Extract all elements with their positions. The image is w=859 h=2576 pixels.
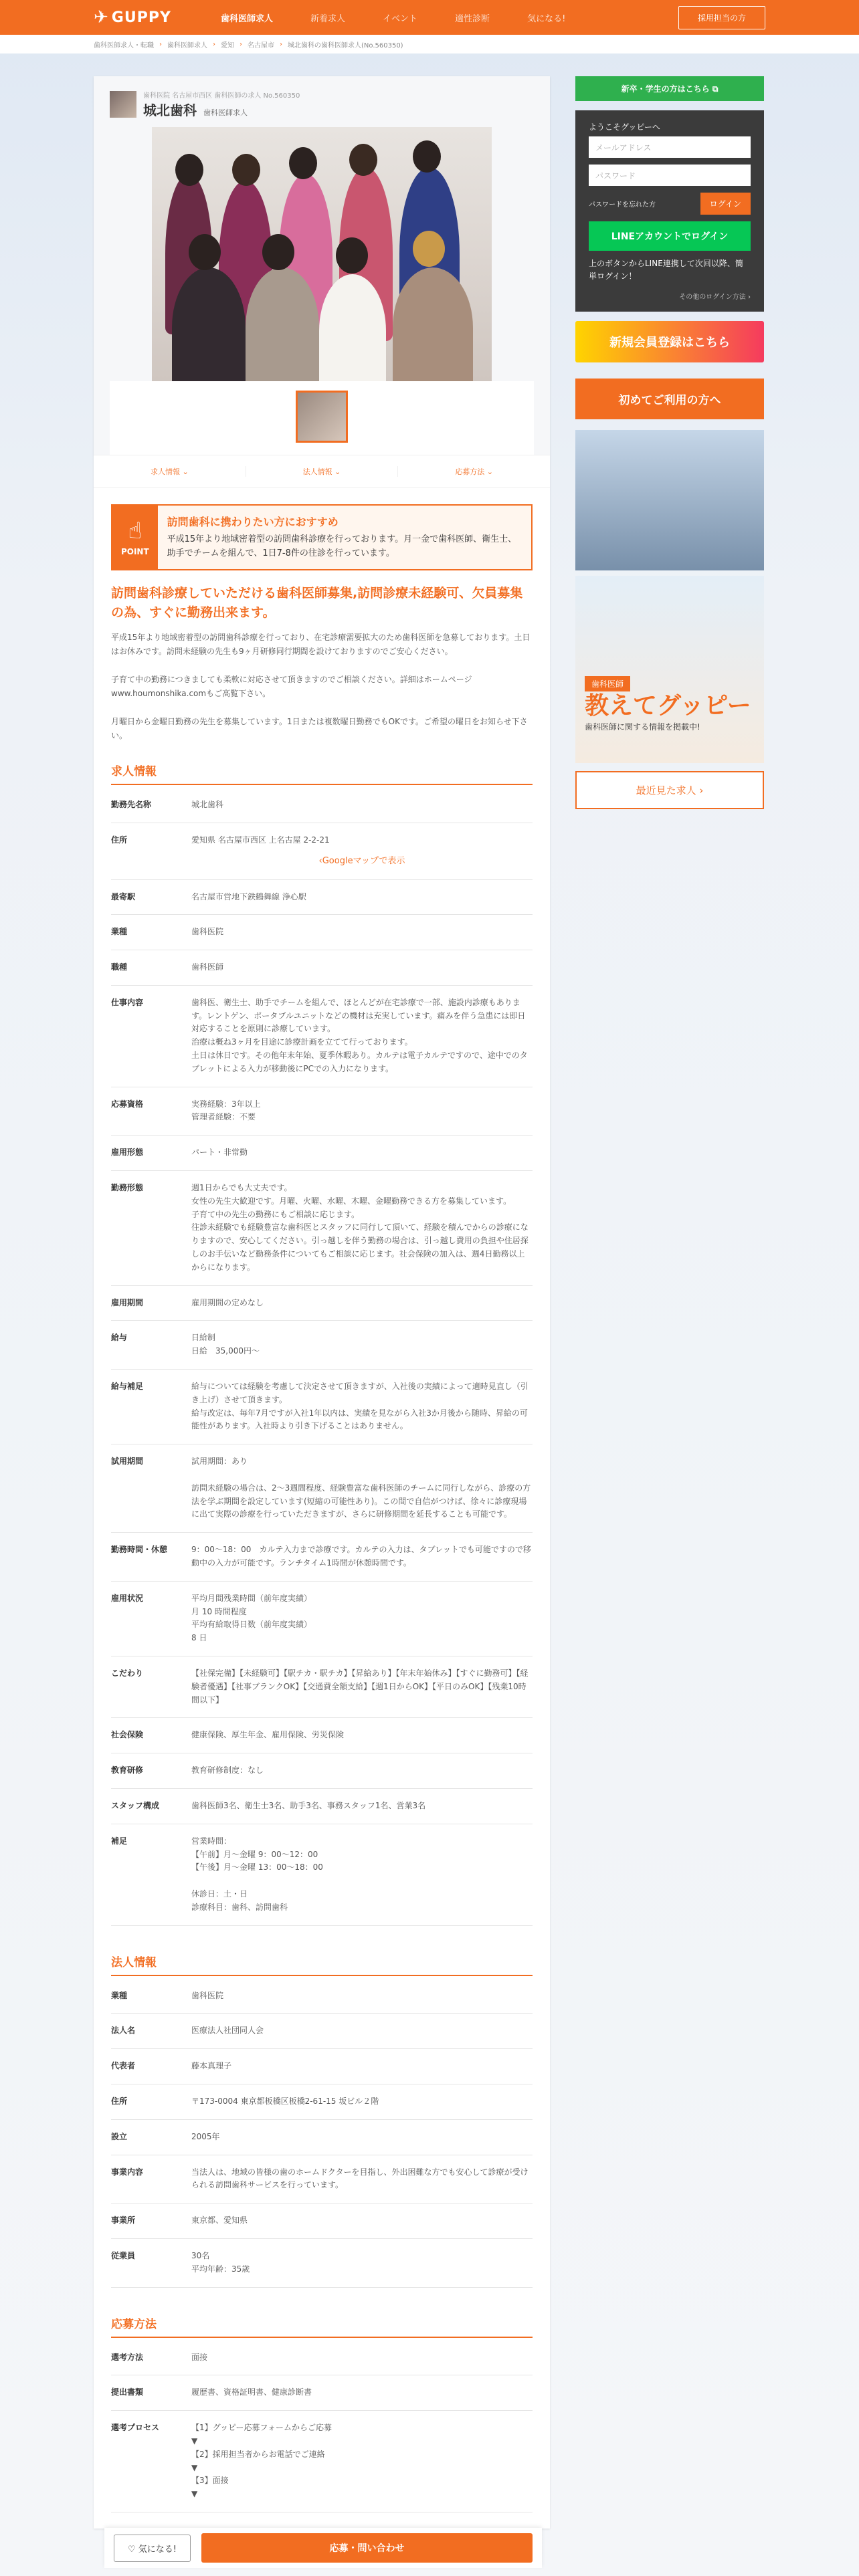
table-row	[111, 1581, 533, 1656]
table-row	[111, 1171, 533, 1286]
section-title-job: 求人情報	[111, 762, 533, 785]
recent-jobs-label: 最近見た求人	[636, 784, 696, 797]
row-label: 従業員	[111, 2250, 136, 2260]
row-value-cell	[191, 2238, 533, 2287]
section-tabs	[94, 455, 550, 488]
row-label: 勤務先名称	[111, 800, 152, 810]
nav-events[interactable]: イベント	[383, 13, 418, 24]
first-time-button[interactable]: 初めてご利用の方へ	[575, 379, 764, 419]
tab-apply[interactable]: 応募方法 ⌄	[455, 467, 494, 476]
row-label: 業種	[111, 1990, 128, 2000]
job-headline: 訪問歯科診療していただける歯科医師募集,訪問診療未経験可、欠員募集の為、すぐに勤務出来ます。	[111, 585, 523, 621]
student-button[interactable]	[575, 76, 764, 101]
row-label: 応募資格	[111, 1099, 144, 1109]
row-value-cell	[191, 1370, 533, 1444]
corp-info-table	[111, 1979, 533, 2288]
breadcrumb-item[interactable]: 歯科医師求人・転職	[94, 41, 154, 49]
row-value: 歯科医、衛生士、助手でチームを組んで、ほとんどが在宅診療で一部、施設内診療もあります。レントゲン、ポータブルユニットなどの機材は充実しています。痛みを伴う急患には即日対応することを原則に診療しています。 治療は概ね3ヶ月を目途に診療計画を立てて行っております。 土日は休日です。その他年末年始、夏季休暇あり。カルテは電子カルテですので、途中でのタブレットによる入力が移動後にPCでの入力になります。	[191, 997, 528, 1073]
job-info-table	[111, 788, 533, 1925]
row-label: 勤務形態	[111, 1183, 144, 1193]
table-row	[111, 1321, 533, 1370]
row-value-cell	[191, 2084, 533, 2119]
email-input[interactable]: メールアドレス	[589, 136, 751, 158]
table-row	[111, 1718, 533, 1753]
clinic-header-card	[94, 76, 550, 455]
row-value: 歯科医院	[191, 1990, 224, 2000]
table-row	[111, 2238, 533, 2287]
row-value-cell	[191, 2049, 533, 2084]
heart-icon: ♡	[128, 2544, 136, 2555]
row-value-cell	[191, 1824, 533, 1925]
table-row	[111, 1087, 533, 1136]
table-row	[111, 1285, 533, 1321]
row-value-cell	[191, 1979, 533, 2014]
row-label: 業種	[111, 927, 128, 937]
bird-icon: ✈	[94, 7, 109, 27]
table-row	[111, 2119, 533, 2155]
table-row	[111, 879, 533, 915]
nav-new-jobs[interactable]: 新着求人	[310, 13, 346, 24]
tab-job-info[interactable]: 求人情報 ⌄	[94, 466, 246, 477]
row-value-cell	[191, 879, 533, 915]
row-value-cell	[191, 1087, 533, 1136]
row-value: 面接	[191, 2352, 208, 2362]
row-label: 住所	[111, 835, 128, 845]
favorite-button[interactable]	[114, 2535, 191, 2562]
breadcrumb-item[interactable]: 名古屋市	[248, 41, 274, 49]
row-label: 設立	[111, 2131, 128, 2141]
row-value-cell	[191, 2411, 533, 2512]
row-value: 日給制 日給 35,000円〜	[191, 1333, 260, 1356]
row-value-cell	[191, 1136, 533, 1171]
job-detail	[94, 76, 550, 2529]
row-value: 当法人は、地域の皆様の歯のホームドクターを目指し、外出困難な方でも安心して診療が受けられる訪問歯科サービスを行っています。	[191, 2167, 529, 2190]
row-value: 2005年	[191, 2131, 220, 2141]
row-value-cell	[191, 1285, 533, 1321]
recruiter-button[interactable]: 採用担当の方	[678, 6, 765, 29]
tab-corp-info[interactable]: 法人情報 ⌄	[246, 466, 399, 477]
clinic-name	[143, 100, 300, 119]
table-row	[111, 1753, 533, 1789]
logo-text: GUPPY	[111, 9, 171, 26]
row-value-cell	[191, 915, 533, 950]
row-value: 教育研修制度：なし	[191, 1765, 264, 1776]
row-value-cell	[191, 1718, 533, 1753]
row-label: 勤務時間・休憩	[111, 1545, 168, 1555]
photo-thumbnail-selected[interactable]	[296, 391, 348, 443]
other-login-label: その他のログイン方法	[679, 294, 746, 302]
row-label: 事業所	[111, 2216, 136, 2226]
row-value-cell	[191, 2119, 533, 2155]
point-box	[111, 504, 533, 570]
point-badge	[112, 506, 158, 569]
breadcrumb-item[interactable]: 愛知	[221, 41, 234, 49]
banner-subtitle: 歯科医師に関する情報を掲載中!	[585, 722, 700, 732]
table-row	[111, 1788, 533, 1824]
row-value-cell	[191, 823, 533, 879]
login-button[interactable]: ログイン	[700, 193, 751, 215]
guppy-logo[interactable]	[94, 7, 221, 27]
row-value-cell	[191, 2204, 533, 2239]
row-label: 代表者	[111, 2061, 136, 2071]
row-label: 職種	[111, 962, 128, 972]
row-value: 名古屋市営地下鉄鶴舞線 浄心駅	[191, 891, 306, 901]
line-note: 上のボタンからLINE連携して次回以降、簡単ログイン！	[589, 259, 743, 282]
row-value: パート・非常勤	[191, 1148, 248, 1158]
table-row	[111, 2049, 533, 2084]
row-value-cell	[191, 1656, 533, 1717]
row-value: 30名 平均年齢：35歳	[191, 2250, 250, 2274]
row-value: 東京都、愛知県	[191, 2216, 248, 2226]
table-row	[111, 915, 533, 950]
row-value-cell	[191, 1788, 533, 1824]
table-row	[111, 2204, 533, 2239]
row-label: 給与	[111, 1333, 128, 1343]
row-value: 愛知県 名古屋市西区 上名古屋 2-2-21	[191, 835, 330, 845]
row-label: 雇用形態	[111, 1148, 144, 1158]
table-row	[111, 823, 533, 879]
row-label: 教育研修	[111, 1765, 144, 1776]
favorite-label: 気になる!	[138, 2544, 177, 2555]
clinic-thumbnail	[110, 91, 136, 118]
table-row	[111, 2014, 533, 2049]
row-value: 健康保険、厚生年金、雇用保険、労災保険	[191, 1730, 345, 1740]
row-value-cell	[191, 985, 533, 1087]
row-value-cell	[191, 1171, 533, 1286]
row-value: 給与については経験を考慮して決定させて頂きますが、入社後の実績によって適時見直し（引き上げ）させて頂きます。 給与改定は、毎年7月ですが入社1年以内は、実績を見ながら入社3か月後から随時、昇給の可能性があります。入社時より引き下げることはありません。	[191, 1382, 529, 1431]
row-value-cell	[191, 2014, 533, 2049]
row-label: こだわり	[111, 1668, 144, 1678]
row-value-cell	[191, 1444, 533, 1533]
table-row	[111, 2341, 533, 2375]
chevron-right-icon: ›	[213, 40, 215, 48]
clinic-subtitle: 歯科医院 名古屋市西区 歯科医師の求人 No.560350	[143, 92, 300, 100]
row-value: 実務経験：3年以上 管理者経験：不要	[191, 1099, 261, 1122]
breadcrumb-item[interactable]: 歯科医師求人	[167, 41, 207, 49]
row-value-cell	[191, 2155, 533, 2204]
job-lead-text: 平成15年より地域密着型の訪問歯科診療を行っており、在宅診療需要拡大のため歯科医師を急募しております。土日はお休みです。訪問未経験の先生も9ヶ月研修同行期間を設けておりますのでご安心ください。 子育て中の勤務につきましても柔軟に対応させて頂きますのでご相談ください。詳細はホームページwww.houmonshika.comもご高覧下さい。 月曜日から金曜日勤務の先生を募集しています。1日または複数曜日勤務でもOKです。ご希望の曜日をお知らせ下さい。	[111, 633, 531, 741]
breadcrumb	[0, 35, 859, 53]
clinic-name-text: 城北歯科	[143, 102, 197, 118]
pointing-hand-icon: ☝	[128, 518, 142, 545]
row-value-cell	[191, 950, 533, 986]
row-label: 試用期間	[111, 1457, 144, 1467]
row-label: 給与補足	[111, 1382, 144, 1392]
tab-label: 応募方法	[455, 467, 485, 476]
line-login-button[interactable]: LINEアカウントでログイン	[589, 221, 751, 251]
row-value-cell	[191, 788, 533, 823]
nav-dentist-jobs[interactable]: 歯科医師求人	[221, 13, 274, 24]
row-value: 試用期間：あり 訪問未経験の場合は、2〜3週間程度、経験豊富な歯科医師のチームに同行しながら、診療の方法を学ぶ期間を設定しています(短縮の可能性あり)。この間で自信がつけば、徐々に診療現場に出て実際の診療を行っていただきますが、さらに研修期間を延長することも可能です。	[191, 1457, 531, 1519]
forgot-password-link[interactable]: パスワードを忘れた方	[589, 201, 656, 209]
table-row	[111, 2084, 533, 2119]
dentist-photo-banner[interactable]	[575, 430, 764, 570]
row-value: 歯科医師3名、衛生士3名、助手3名、事務スタッフ1名、営業3名	[191, 1800, 426, 1810]
table-row	[111, 788, 533, 823]
oshiete-guppy-banner[interactable]	[575, 576, 764, 763]
row-value-cell	[191, 2341, 533, 2375]
table-row	[111, 2375, 533, 2411]
table-row	[111, 985, 533, 1087]
row-label: 最寄駅	[111, 891, 136, 901]
row-label: スタッフ構成	[111, 1800, 160, 1810]
apply-info-table	[111, 2341, 533, 2512]
register-button[interactable]: 新規会員登録はこちら	[575, 321, 764, 362]
row-value-cell	[191, 1533, 533, 1582]
banner-tag: 歯科医師	[585, 676, 630, 691]
table-row	[111, 950, 533, 986]
table-row	[111, 1370, 533, 1444]
row-value: 9：00〜18：00 カルテ入力まで診療です。カルテの入力は、タブレットでも可能ですので移動中の入力が可能です。ランチタイム1時間が休憩時間です。	[191, 1545, 531, 1568]
point-label: POINT	[120, 547, 149, 557]
welcome-text: ようこそグッピーへ	[589, 122, 660, 132]
banner-title: 教えてグッピー	[585, 692, 751, 720]
google-map-link[interactable]: ‹Googleマップで表示	[318, 856, 405, 867]
row-value: 城北歯科	[191, 800, 224, 810]
table-row	[111, 1136, 533, 1171]
table-row	[111, 1444, 533, 1533]
row-value: 週1日からでも大丈夫です。 女性の先生大歓迎です。月曜、火曜、水曜、木曜、金曜勤務できる方を募集しています。 子育て中の先生の勤務にもご相談に応じます。 往診未経験でも経験豊富な歯科医とスタッフに同行して頂いて、経験を積んでからの診療になりますので、安心してください。引っ越しを伴う勤務の場合は、引っ越し費用の負担や住居探しのお手伝いなど勤務条件についてもご相談に応じます。社会保険の加入は、週4日勤務以上からになります。	[191, 1183, 529, 1272]
student-button-label: 新卒・学生の方はこちら	[621, 84, 710, 94]
chevron-right-icon: ›	[240, 40, 242, 48]
row-value: 〒173-0004 東京都板橋区板橋2-61-15 坂ビル２階	[191, 2096, 379, 2106]
section-title-apply: 応募方法	[111, 2315, 533, 2338]
row-value: 平均月間残業時間（前年度実績） 月 10 時間程度 平均有給取得日数（前年度実績） 8 日	[191, 1593, 312, 1643]
row-label: 補足	[111, 1836, 128, 1846]
breadcrumb-current: 城北歯科の歯科医師求人(No.560350)	[288, 41, 403, 49]
row-value: 藤本真理子	[191, 2061, 232, 2071]
chevron-right-icon: ›	[159, 40, 162, 48]
row-value: 営業時間： 【午前】月〜金曜 9：00〜12：00 【午後】月〜金曜 13：00〜18：00 休診日：土・日 診療科目：歯科、訪問歯科	[191, 1836, 323, 1912]
login-box	[575, 110, 764, 312]
point-text: 平成15年より地域密着型の訪問歯科診療を行っております。月一金で歯科医師、衛生士、助手でチームを組んで、1日7-8件の往診を行っています。	[167, 534, 517, 558]
sidebar	[575, 76, 764, 2529]
other-login-link[interactable]: その他のログイン方法 ›	[679, 294, 751, 302]
tab-label: 求人情報	[150, 467, 180, 476]
external-link-icon: ⧉	[712, 84, 719, 94]
row-value: 医療法人社団同人会	[191, 2026, 264, 2036]
nav-aptitude[interactable]: 適性診断	[455, 13, 490, 24]
nav-favorites[interactable]: 気になる!	[527, 13, 566, 24]
row-label: 事業内容	[111, 2167, 144, 2177]
chevron-right-icon: ›	[280, 40, 282, 48]
site-header	[0, 0, 859, 35]
recent-jobs-button[interactable]: 最近見た求人 ›	[575, 771, 764, 809]
row-label: 住所	[111, 2096, 128, 2106]
row-value: 【社保完備】【未経験可】【駅チカ・駅チカ】【昇給あり】【年末年始休み】【すぐに勤務可】【経験者優遇】【社事ブランクOK】【交通費全額支給】【週1日からOK】【平日のみOK】【残業10時間以下】	[191, 1668, 529, 1705]
row-value: 雇用期間の定めなし	[191, 1297, 264, 1307]
tab-label: 法人情報	[302, 467, 332, 476]
row-value: 【1】グッピー応募フォームからご応募 ▼ 【2】採用担当者からお電話でご連絡 ▼ 【3】面接 ▼	[191, 2423, 332, 2499]
row-label: 雇用期間	[111, 1297, 144, 1307]
row-label: 選考プロセス	[111, 2423, 160, 2433]
row-value-cell	[191, 1581, 533, 1656]
clinic-tag: 歯科医師求人	[203, 108, 248, 117]
row-value-cell	[191, 1321, 533, 1370]
row-value: 歯科医師	[191, 962, 224, 972]
row-label: 法人名	[111, 2026, 136, 2036]
row-value: 履歴書、資格証明書、健康診断書	[191, 2387, 312, 2397]
row-label: 提出書類	[111, 2387, 144, 2397]
row-label: 雇用状況	[111, 1593, 144, 1603]
table-row	[111, 1533, 533, 1582]
row-label: 選考方法	[111, 2352, 144, 2362]
bottom-action-bar	[104, 2528, 542, 2568]
table-row	[111, 2155, 533, 2204]
row-label: 社会保険	[111, 1730, 144, 1740]
section-title-corp: 法人情報	[111, 1953, 533, 1976]
apply-button[interactable]: 応募・問い合わせ	[201, 2533, 533, 2563]
row-label: 仕事内容	[111, 997, 144, 1007]
password-input[interactable]: パスワード	[589, 165, 751, 186]
table-row	[111, 1824, 533, 1925]
row-value-cell	[191, 1753, 533, 1789]
row-value: 歯科医院	[191, 927, 224, 937]
staff-photo	[152, 127, 492, 381]
main-nav	[221, 11, 678, 24]
table-row	[111, 1656, 533, 1717]
point-title: 訪問歯科に携わりたい方におすすめ	[167, 516, 339, 528]
table-row	[111, 2411, 533, 2512]
row-value-cell	[191, 2375, 533, 2411]
table-row	[111, 1979, 533, 2014]
